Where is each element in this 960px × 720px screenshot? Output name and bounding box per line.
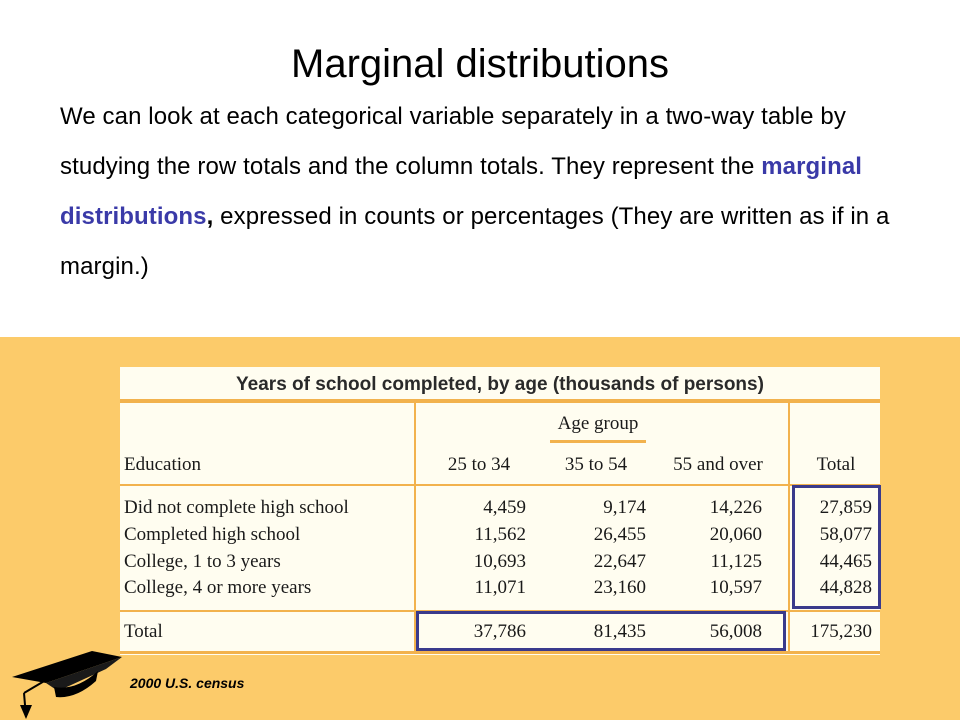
grand-total: 175,230 <box>810 621 872 642</box>
row-label: College, 1 to 3 years <box>124 551 281 572</box>
cell-value: 23,160 <box>593 577 646 598</box>
header-age-25-34: 25 to 34 <box>447 454 511 475</box>
table-title: Years of school completed, by age (thousands of persons) <box>236 374 764 395</box>
cell-value: 14,226 <box>709 497 762 518</box>
rule-top <box>120 399 880 403</box>
rule-bottom <box>120 651 880 654</box>
column-total: 37,786 <box>473 621 526 642</box>
cell-value: 22,647 <box>593 551 646 572</box>
row-total: 44,465 <box>819 551 872 572</box>
cell-value: 9,174 <box>603 497 646 518</box>
column-totals-highlight-box <box>416 611 786 651</box>
cell-value: 26,455 <box>593 524 646 545</box>
cell-value: 10,597 <box>709 577 762 598</box>
cell-value: 4,459 <box>483 497 526 518</box>
column-total: 56,008 <box>709 621 762 642</box>
row-total: 27,859 <box>819 497 872 518</box>
cell-value: 11,562 <box>474 524 526 545</box>
row-totals-highlight-box <box>792 485 881 609</box>
source-caption: 2000 U.S. census <box>130 675 245 691</box>
body-text-part1: We can look at each categorical variable separately in a two-way table by studying the row totals and the column totals. They represent the <box>60 103 846 180</box>
column-total: 81,435 <box>593 621 646 642</box>
slide-title: Marginal distributions <box>291 42 669 86</box>
row-total: 58,077 <box>819 524 872 545</box>
header-education: Education <box>124 454 202 475</box>
highlight-term: marginal distributions <box>60 153 863 230</box>
cell-value: 20,060 <box>709 524 762 545</box>
graduation-cap-icon <box>6 647 126 720</box>
body-text-part2: expressed in counts or percentages (They are written as if in a margin.) <box>60 203 890 280</box>
row-label: Completed high school <box>124 524 301 545</box>
two-way-table <box>120 367 880 655</box>
header-age-35-54: 35 to 54 <box>564 454 628 475</box>
age-group-header: Age group <box>557 413 639 434</box>
body-paragraph <box>60 92 900 292</box>
cell-value: 11,125 <box>710 551 762 572</box>
row-label: Did not complete high school <box>124 497 349 518</box>
row-label: College, 4 or more years <box>124 577 312 598</box>
cell-value: 10,693 <box>473 551 526 572</box>
age-group-underline <box>550 440 646 443</box>
row-total: 44,828 <box>819 577 872 598</box>
header-age-55-over: 55 and over <box>673 454 763 475</box>
header-total: Total <box>816 454 856 475</box>
total-row-label: Total <box>124 621 163 642</box>
rule-header-bottom <box>120 484 880 486</box>
body-comma: , <box>206 203 214 230</box>
cell-value: 11,071 <box>474 577 526 598</box>
